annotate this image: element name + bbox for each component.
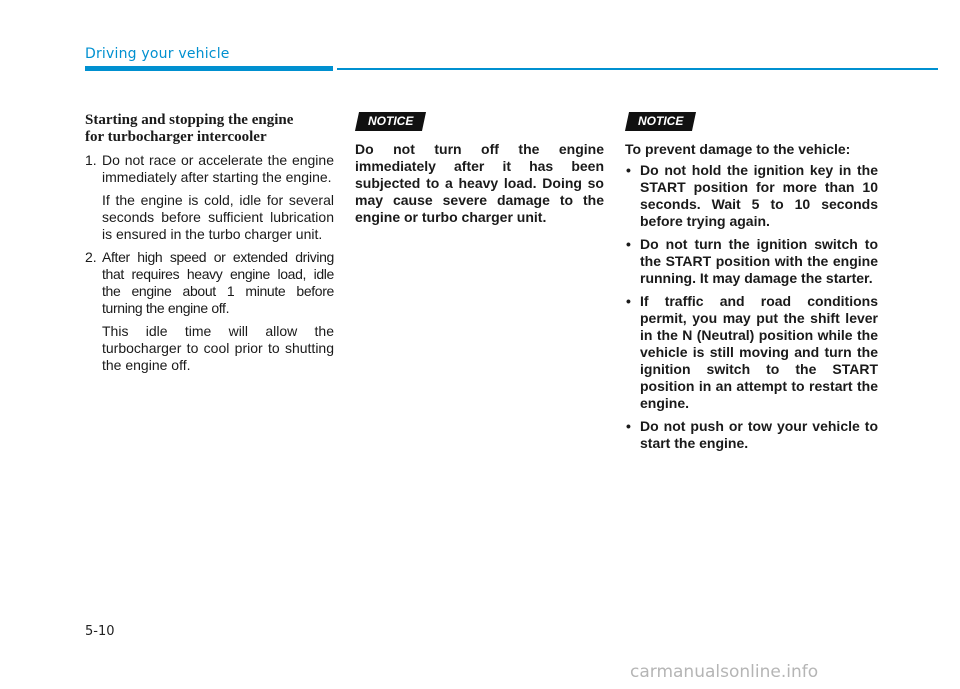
list-item: • Do not turn the ignition switch to the START position with the engine running. It may damage the starter.: [626, 236, 878, 286]
column-notice-vehicle: [625, 112, 878, 458]
bullet-icon: •: [626, 236, 631, 252]
heading-line-1: Starting and stopping the engine: [85, 112, 294, 128]
numbered-item-1: [85, 152, 334, 243]
list-item: • If traffic and road conditions permit, you may put the shift lever in the N (Neutral) position while the vehicle is still moving and turn the ignition switch to the START position in an attempt to restart the engine.: [626, 293, 878, 411]
watermark: carmanualsonline.info: [630, 662, 819, 682]
bullet-icon: •: [626, 162, 631, 178]
notice-text: Do not turn off the engine immediately after it has been subjected to a heavy load. Doing so may cause severe damage to the engine or turbo charger unit.: [355, 141, 604, 225]
header-rule-thick: [85, 66, 333, 71]
notice-badge: NOTICE: [355, 112, 426, 131]
column-notice-engine: [355, 112, 604, 226]
header-rule-thin: [337, 68, 938, 70]
item-paragraph: Do not race or accelerate the engine immediately after starting the engine.: [102, 152, 334, 185]
numbered-item-2: [85, 249, 334, 374]
section-heading: [85, 112, 334, 146]
notice-intro: To prevent damage to the vehicle:: [625, 141, 851, 157]
heading-line-2: for turbocharger intercooler: [85, 129, 267, 145]
notice-bullet-list: [625, 162, 878, 452]
item-paragraph: After high speed or extended driving that requires heavy engine load, idle the engine about 1 minute before turning the engine off.: [102, 249, 334, 316]
column-turbocharger: [85, 112, 334, 380]
item-number: 1.: [85, 152, 97, 168]
item-paragraph: This idle time will allow the turbocharger to cool prior to shutting the engine off.: [102, 323, 334, 373]
bullet-icon: •: [626, 418, 631, 434]
section-title: Driving your vehicle: [85, 46, 230, 62]
item-paragraph: If the engine is cold, idle for several seconds before sufficient lubrication is ensured in the turbo charger unit.: [102, 192, 334, 242]
bullet-icon: •: [626, 293, 631, 309]
list-item: • Do not hold the ignition key in the START position for more than 10 seconds. Wait 5 to 10 seconds before trying again.: [626, 162, 878, 229]
item-number: 2.: [85, 249, 97, 265]
notice-badge: NOTICE: [625, 112, 696, 131]
list-item: • Do not push or tow your vehicle to start the engine.: [626, 418, 878, 451]
page-number: 5-10: [85, 624, 115, 639]
